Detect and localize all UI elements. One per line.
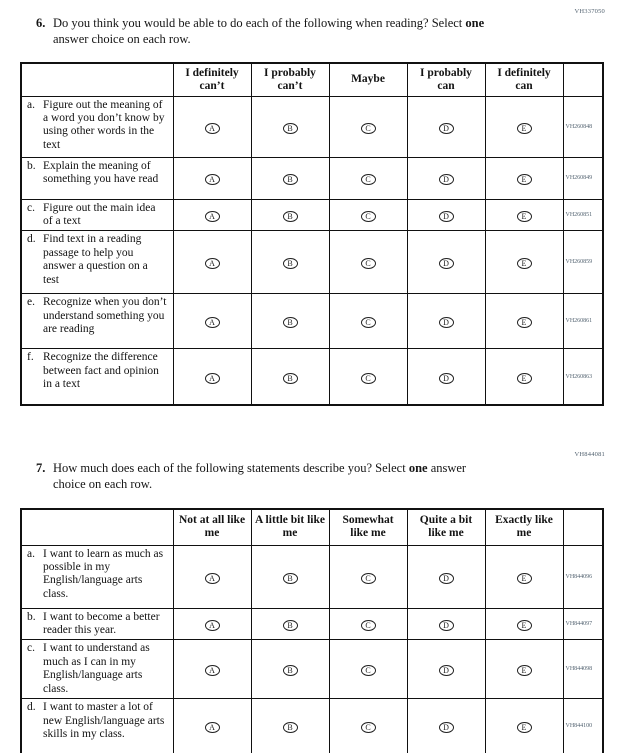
table-row bbox=[21, 294, 603, 349]
item-code: VH260848 bbox=[563, 96, 603, 157]
row-letter: a. bbox=[27, 547, 35, 560]
row-statement: Find text in a reading passage to help you answer a question on a test bbox=[43, 233, 148, 286]
answer-bubble-d[interactable]: D bbox=[439, 722, 454, 733]
item-code: VH844098 bbox=[563, 640, 603, 699]
answer-bubble-c[interactable]: C bbox=[361, 317, 376, 328]
row-letter: b. bbox=[27, 610, 36, 623]
question-6-text: Do you think you would be able to do each of the following when reading? Select one answer choice on each row. bbox=[53, 16, 485, 46]
row-label-column-header bbox=[21, 509, 173, 545]
row-statement: Explain the meaning of something you have read bbox=[43, 159, 159, 185]
row-letter: e. bbox=[27, 296, 35, 309]
accession-code-q7: VH844081 bbox=[574, 451, 605, 458]
column-header-quite-a-bit: Quite a bit like me bbox=[407, 509, 485, 545]
column-header-not-at-all: Not at all like me bbox=[173, 509, 251, 545]
answer-bubble-c[interactable]: C bbox=[361, 211, 376, 222]
answer-bubble-b[interactable]: B bbox=[283, 211, 298, 222]
column-header-a-little-bit: A little bit like me bbox=[251, 509, 329, 545]
answer-bubble-e[interactable]: E bbox=[517, 373, 532, 384]
answer-bubble-d[interactable]: D bbox=[439, 317, 454, 328]
column-header-definitely-cant: I definitely can’t bbox=[173, 63, 251, 96]
row-label-column-header bbox=[21, 63, 173, 96]
answer-bubble-b[interactable]: B bbox=[283, 258, 298, 269]
item-code: VH260859 bbox=[563, 231, 603, 294]
row-statement: Figure out the meaning of a word you don’t know by using other words in the text bbox=[43, 98, 165, 151]
table-row bbox=[21, 96, 603, 157]
answer-bubble-b[interactable]: B bbox=[283, 373, 298, 384]
row-letter: d. bbox=[27, 701, 36, 714]
row-letter: a. bbox=[27, 98, 35, 111]
answer-bubble-b[interactable]: B bbox=[283, 174, 298, 185]
row-statement: Recognize the difference between fact and opinion in a text bbox=[43, 351, 159, 391]
answer-bubble-a[interactable]: A bbox=[205, 174, 220, 185]
answer-bubble-c[interactable]: C bbox=[361, 258, 376, 269]
answer-bubble-e[interactable]: E bbox=[517, 317, 532, 328]
row-letter: c. bbox=[27, 201, 35, 214]
answer-bubble-e[interactable]: E bbox=[517, 174, 532, 185]
answer-bubble-b[interactable]: B bbox=[283, 123, 298, 134]
row-statement: I want to learn as much as possible in my English/language arts class. bbox=[43, 547, 164, 600]
item-code: VH844096 bbox=[563, 545, 603, 608]
answer-bubble-e[interactable]: E bbox=[517, 722, 532, 733]
answer-bubble-d[interactable]: D bbox=[439, 258, 454, 269]
codes-column-header bbox=[563, 509, 603, 545]
question-7-number: 7. bbox=[36, 461, 46, 475]
answer-bubble-e[interactable]: E bbox=[517, 123, 532, 134]
table-row bbox=[21, 545, 603, 608]
answer-bubble-d[interactable]: D bbox=[439, 373, 454, 384]
item-code: VH260851 bbox=[563, 199, 603, 231]
question-7-text: How much does each of the following statements describe you? Select one answer choice on each row. bbox=[53, 461, 467, 491]
answer-bubble-e[interactable]: E bbox=[517, 665, 532, 676]
answer-bubble-c[interactable]: C bbox=[361, 174, 376, 185]
answer-bubble-a[interactable]: A bbox=[205, 722, 220, 733]
answer-bubble-a[interactable]: A bbox=[205, 123, 220, 134]
answer-bubble-e[interactable]: E bbox=[517, 211, 532, 222]
answer-bubble-a[interactable]: A bbox=[205, 317, 220, 328]
table-row bbox=[21, 231, 603, 294]
column-header-probably-cant: I probably can’t bbox=[251, 63, 329, 96]
answer-bubble-a[interactable]: A bbox=[205, 373, 220, 384]
item-code: VH260863 bbox=[563, 349, 603, 405]
table-row bbox=[21, 699, 603, 753]
answer-bubble-b[interactable]: B bbox=[283, 665, 298, 676]
row-statement: I want to understand as much as I can in my English/language arts class. bbox=[43, 642, 150, 695]
answer-bubble-d[interactable]: D bbox=[439, 123, 454, 134]
row-letter: b. bbox=[27, 159, 36, 172]
answer-bubble-b[interactable]: B bbox=[283, 573, 298, 584]
answer-bubble-d[interactable]: D bbox=[439, 174, 454, 185]
row-letter: d. bbox=[27, 233, 36, 246]
codes-column-header bbox=[563, 63, 603, 96]
answer-bubble-c[interactable]: C bbox=[361, 722, 376, 733]
answer-bubble-a[interactable]: A bbox=[205, 258, 220, 269]
question-7-table bbox=[20, 508, 604, 753]
table-row bbox=[21, 199, 603, 231]
accession-code-q6: VH337050 bbox=[574, 8, 605, 15]
question-6-number: 6. bbox=[36, 16, 46, 30]
table-row bbox=[21, 608, 603, 640]
row-statement: I want to become a better reader this year. bbox=[43, 610, 160, 636]
answer-bubble-b[interactable]: B bbox=[283, 317, 298, 328]
table-row bbox=[21, 349, 603, 405]
row-statement: Figure out the main idea of a text bbox=[43, 201, 156, 227]
item-code: VH844097 bbox=[563, 608, 603, 640]
table-row bbox=[21, 157, 603, 199]
answer-bubble-c[interactable]: C bbox=[361, 373, 376, 384]
answer-bubble-d[interactable]: D bbox=[439, 620, 454, 631]
item-code: VH260849 bbox=[563, 157, 603, 199]
question-6 bbox=[36, 15, 576, 47]
table-header-row bbox=[21, 509, 603, 545]
answer-bubble-c[interactable]: C bbox=[361, 123, 376, 134]
row-statement: Recognize when you don’t understand something you are reading bbox=[43, 296, 167, 336]
answer-bubble-e[interactable]: E bbox=[517, 258, 532, 269]
row-letter: f. bbox=[27, 351, 34, 364]
column-header-probably-can: I probably can bbox=[407, 63, 485, 96]
table-header-row bbox=[21, 63, 603, 96]
column-header-maybe: Maybe bbox=[329, 63, 407, 96]
answer-bubble-d[interactable]: D bbox=[439, 211, 454, 222]
answer-bubble-a[interactable]: A bbox=[205, 211, 220, 222]
row-letter: c. bbox=[27, 642, 35, 655]
question-7 bbox=[36, 460, 576, 492]
answer-bubble-e[interactable]: E bbox=[517, 573, 532, 584]
answer-bubble-c[interactable]: C bbox=[361, 665, 376, 676]
answer-bubble-e[interactable]: E bbox=[517, 620, 532, 631]
answer-bubble-d[interactable]: D bbox=[439, 573, 454, 584]
answer-bubble-c[interactable]: C bbox=[361, 620, 376, 631]
table-row bbox=[21, 640, 603, 699]
answer-bubble-c[interactable]: C bbox=[361, 573, 376, 584]
row-statement: I want to master a lot of new English/language arts skills in my class. bbox=[43, 701, 165, 741]
answer-bubble-b[interactable]: B bbox=[283, 620, 298, 631]
column-header-somewhat: Somewhat like me bbox=[329, 509, 407, 545]
question-6-table bbox=[20, 62, 604, 406]
answer-bubble-a[interactable]: A bbox=[205, 620, 220, 631]
answer-bubble-a[interactable]: A bbox=[205, 665, 220, 676]
column-header-definitely-can: I definitely can bbox=[485, 63, 563, 96]
answer-bubble-b[interactable]: B bbox=[283, 722, 298, 733]
column-header-exactly-like-me: Exactly like me bbox=[485, 509, 563, 545]
answer-bubble-d[interactable]: D bbox=[439, 665, 454, 676]
answer-bubble-a[interactable]: A bbox=[205, 573, 220, 584]
item-code: VH260861 bbox=[563, 294, 603, 349]
item-code: VH844100 bbox=[563, 699, 603, 753]
